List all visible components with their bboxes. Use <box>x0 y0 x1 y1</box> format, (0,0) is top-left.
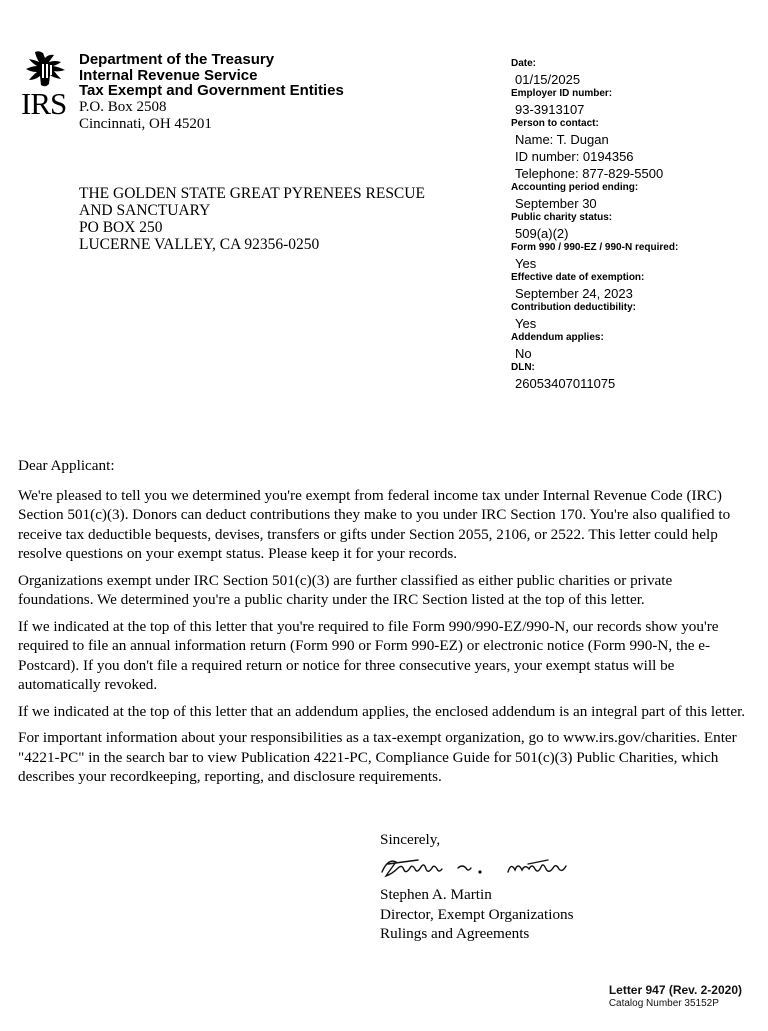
effective-date-value: September 24, 2023 <box>515 286 633 301</box>
ein-label: Employer ID number: <box>511 88 613 99</box>
contact-name: Name: T. Dugan <box>515 132 609 147</box>
letter-body <box>18 456 750 794</box>
agency-line-3: Tax Exempt and Government Entities <box>79 82 344 99</box>
catalog-number: Catalog Number 35152P <box>608 998 719 1009</box>
paragraph-5: For important information about your responsibilities as a tax-exempt organization, go to www.irs.gov/charities. Enter "4221-PC" in the search bar to view Publication 4221-PC, Compliance Guide for 501(c)(3) Public Charities, which describes your recordkeeping, reporting, and disclosure requirements. <box>18 729 737 785</box>
effective-date-label: Effective date of exemption: <box>511 272 645 283</box>
date-value: 01/15/2025 <box>515 72 581 87</box>
recipient-line-1: THE GOLDEN STATE GREAT PYRENEES RESCUE <box>79 185 425 202</box>
signer-unit: Rulings and Agreements <box>380 925 530 942</box>
contact-label: Person to contact: <box>511 118 599 129</box>
deductibility-label: Contribution deductibility: <box>511 302 636 313</box>
recipient-line-2: AND SANCTUARY <box>79 202 211 219</box>
greeting: Dear Applicant: <box>18 457 115 474</box>
signer-block <box>380 885 574 944</box>
handwritten-signature <box>378 850 578 884</box>
form-required-value: Yes <box>515 256 537 271</box>
agency-header <box>79 52 344 133</box>
agency-line-1: Department of the Treasury <box>79 51 275 68</box>
paragraph-1: We're pleased to tell you we determined you're exempt from federal income tax under Internal Revenue Code (IRC) Section 501(c)(3). Donors can deduct contributions they make to you under IRC Section 170. You're also qualified to receive tax deductible bequests, devises, transfers or gifts under Section 2055, 2106, or 2522. This letter could help resolve questions on your exempt status. Please keep it for your records. <box>18 486 731 562</box>
contact-phone: Telephone: 877-829-5500 <box>515 166 664 181</box>
recipient-address <box>79 185 425 253</box>
period-value: September 30 <box>515 196 597 211</box>
recipient-line-3: PO BOX 250 <box>79 219 163 236</box>
signer-name: Stephen A. Martin <box>380 886 492 903</box>
closing: Sincerely, <box>380 831 441 848</box>
addendum-value: No <box>515 346 532 361</box>
irs-wordmark: IRS <box>21 86 67 121</box>
paragraph-4: If we indicated at the top of this letter that an addendum applies, the enclosed addendum is an integral part of this letter. <box>18 702 746 720</box>
signature-icon <box>378 850 578 884</box>
letter-footer <box>609 983 742 1010</box>
agency-line-2: Internal Revenue Service <box>79 66 258 84</box>
deductibility-value: Yes <box>515 316 537 331</box>
letter-id: Letter 947 (Rev. 2-2020) <box>608 983 742 997</box>
paragraph-2: Organizations exempt under IRC Section 501(c)(3) are further classified as either public charities or private foundations. We determined you're a public charity under the IRC Section listed at the top of this letter. <box>18 571 673 608</box>
letter-info-panel <box>511 58 751 392</box>
dln-label: DLN: <box>511 362 535 373</box>
period-label: Accounting period ending: <box>511 182 639 193</box>
irs-logo <box>21 50 73 124</box>
eagle-icon <box>21 50 73 90</box>
form-required-label: Form 990 / 990-EZ / 990-N required: <box>511 242 679 253</box>
agency-address-1: P.O. Box 2508 <box>79 98 167 115</box>
charity-status-label: Public charity status: <box>511 212 613 223</box>
addendum-label: Addendum applies: <box>511 332 604 343</box>
ein-value: 93-3913107 <box>515 102 585 117</box>
recipient-line-4: LUCERNE VALLEY, CA 92356-0250 <box>79 236 320 253</box>
charity-status-value: 509(a)(2) <box>515 226 569 241</box>
signer-title: Director, Exempt Organizations <box>380 905 574 923</box>
date-label: Date: <box>511 58 537 69</box>
paragraph-3: If we indicated at the top of this letter that you're required to file Form 990/990-EZ/990-N, our records show you're required to file an annual information return (Form 990 or Form 990-EZ) or electronic notice (Form 990-N, the e-Postcard). If you don't file a required return or notice for three consecutive years, your exempt status will be automatically revoked. <box>18 617 719 693</box>
agency-address-2: Cincinnati, OH 45201 <box>79 115 212 132</box>
dln-value: 26053407011075 <box>515 376 616 391</box>
contact-id: ID number: 0194356 <box>515 149 634 164</box>
